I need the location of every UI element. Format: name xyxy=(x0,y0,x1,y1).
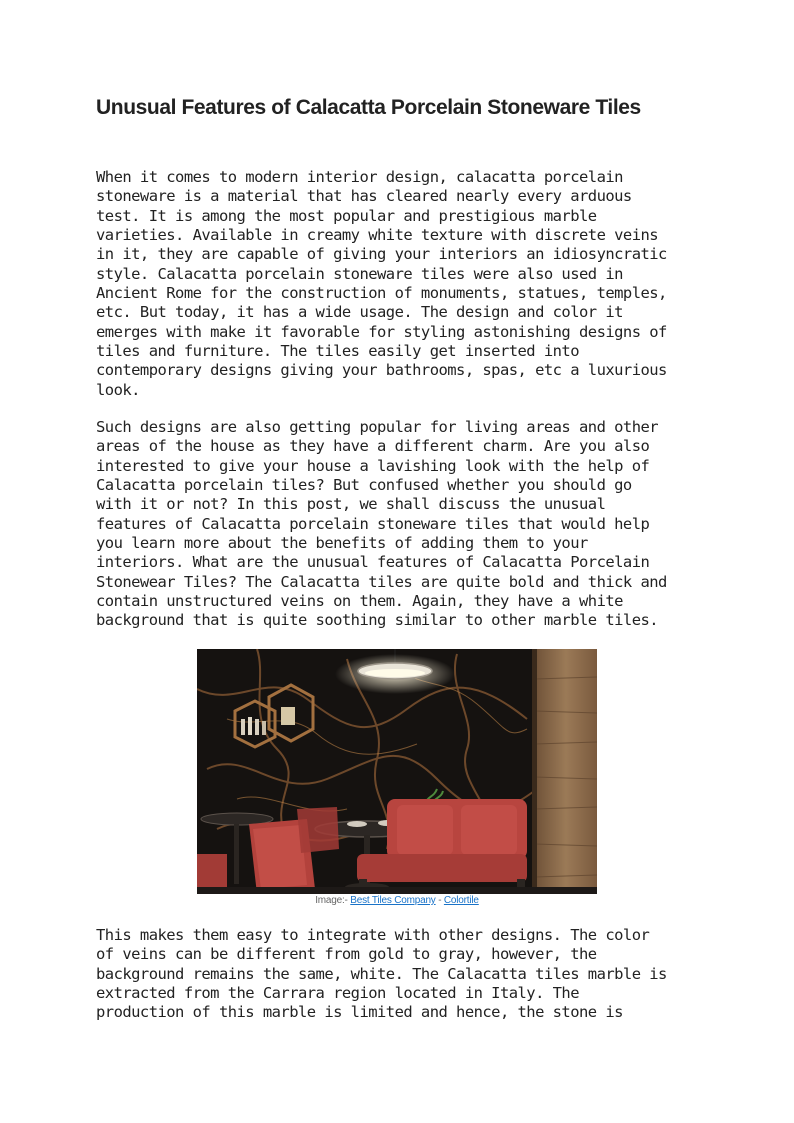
caption-link-best-tiles[interactable]: Best Tiles Company xyxy=(350,895,436,906)
paragraph-intro: When it comes to modern interior design, calacatta porcelain stoneware is a material that has cleared nearly every arduous test. It is among the most popular and prestigious marble varieties. Available in creamy white texture with discrete veins in it, they are capable of giving your interiors an idiosyncratic style. Calacatta porcelain stoneware tiles were also used in Ancient Rome for the construction of monuments, statues, temples, etc. But today, it has a wide usage. The design and color it emerges with make it favorable for styling astonishing designs of tiles and furniture. The tiles easily get inserted into contemporary designs giving your bathrooms, spas, etc a luxurious look. xyxy=(96,168,667,399)
caption-link-colortile[interactable]: Colortile xyxy=(443,895,479,906)
image-caption xyxy=(0,895,794,906)
caption-prefix: Image:- xyxy=(315,895,351,906)
page-title: Unusual Features of Calacatta Porcelain Stoneware Tiles xyxy=(96,96,641,119)
caption-separator: - xyxy=(435,895,444,906)
paragraph-integration: This makes them easy to integrate with other designs. The color of veins can be different from gold to gray, however, the background remains the same, white. The Calacatta tiles marble is extracted from the Carrara region located in Italy. The production of this marble is limited and hence, the stone is xyxy=(96,926,667,1022)
restaurant-interior-illustration xyxy=(197,649,597,894)
article-image xyxy=(197,649,597,894)
paragraph-features: Such designs are also getting popular for living areas and other areas of the house as they have a different charm. Are you also interested to give your house a lavishing look with the help of Calacatta porcelain tiles? But confused whether you should go with it or not? In this post, we shall discuss the unusual features of Calacatta porcelain stoneware tiles that would help you learn more about the benefits of adding them to your interiors. What are the unusual features of Calacatta Porcelain Stonewear Tiles? The Calacatta tiles are quite bold and thick and contain unstructured veins on them. Again, they have a white background that is quite soothing similar to other marble tiles. xyxy=(96,418,667,630)
